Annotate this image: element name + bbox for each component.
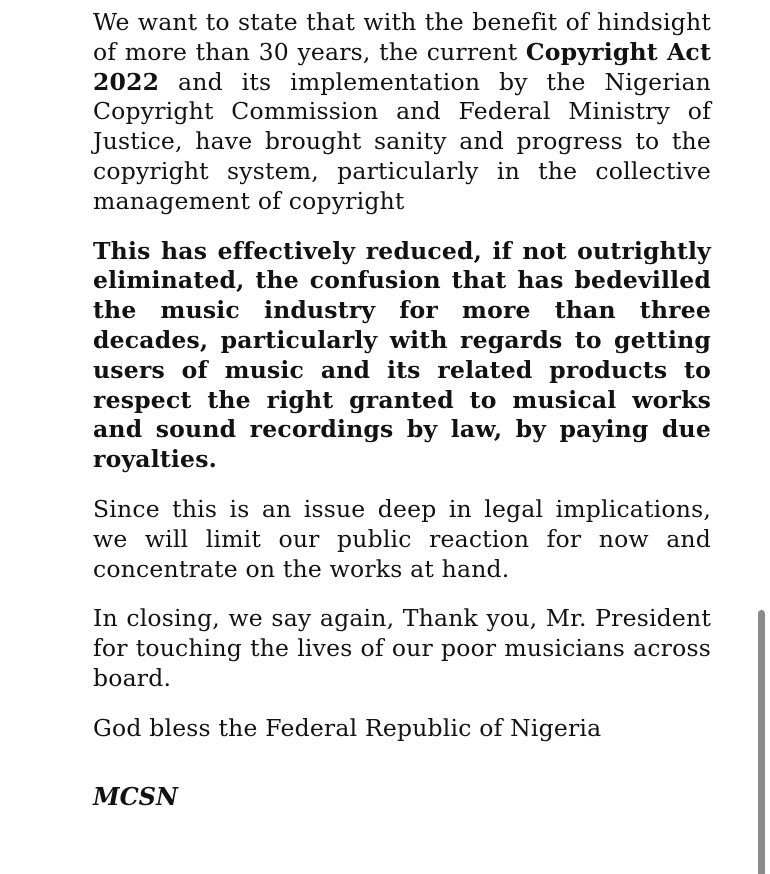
paragraph-in-closing: In closing, we say again, Thank you, Mr. President for touching the lives of our poor musicians across board. bbox=[93, 604, 711, 692]
document-body bbox=[93, 8, 711, 836]
paragraph-god-bless: God bless the Federal Republic of Nigeria bbox=[93, 713, 602, 742]
paragraph1-text-after: and its implementation by the Nigerian Copyright Commission and Federal Ministry of Justice, have brought sanity and progress to the copyright system, particularly in the collective management of copyright bbox=[93, 67, 711, 215]
paragraph-hindsight bbox=[93, 8, 711, 217]
paragraph-legal-implications: Since this is an issue deep in legal implications, we will limit our public reaction for now and concentrate on the works at hand. bbox=[93, 494, 711, 583]
signature-mcsn: MCSN bbox=[93, 781, 178, 811]
scrollbar-thumb[interactable] bbox=[758, 610, 765, 874]
paragraph1-bold-copyright-act: Copyright Act 2022 bbox=[93, 37, 711, 96]
paragraph-effectively-reduced: This has effectively reduced, if not outrightly eliminated, the confusion that has bedevilled the music industry for more than three decades, particularly with regards to getting users of music and its related products to respect the right granted to musical works and sound recordings by law, by paying due royalties. bbox=[93, 236, 711, 474]
paragraph1-text-before: We want to state that with the benefit of hindsight of more than 30 years, the current bbox=[93, 8, 711, 66]
